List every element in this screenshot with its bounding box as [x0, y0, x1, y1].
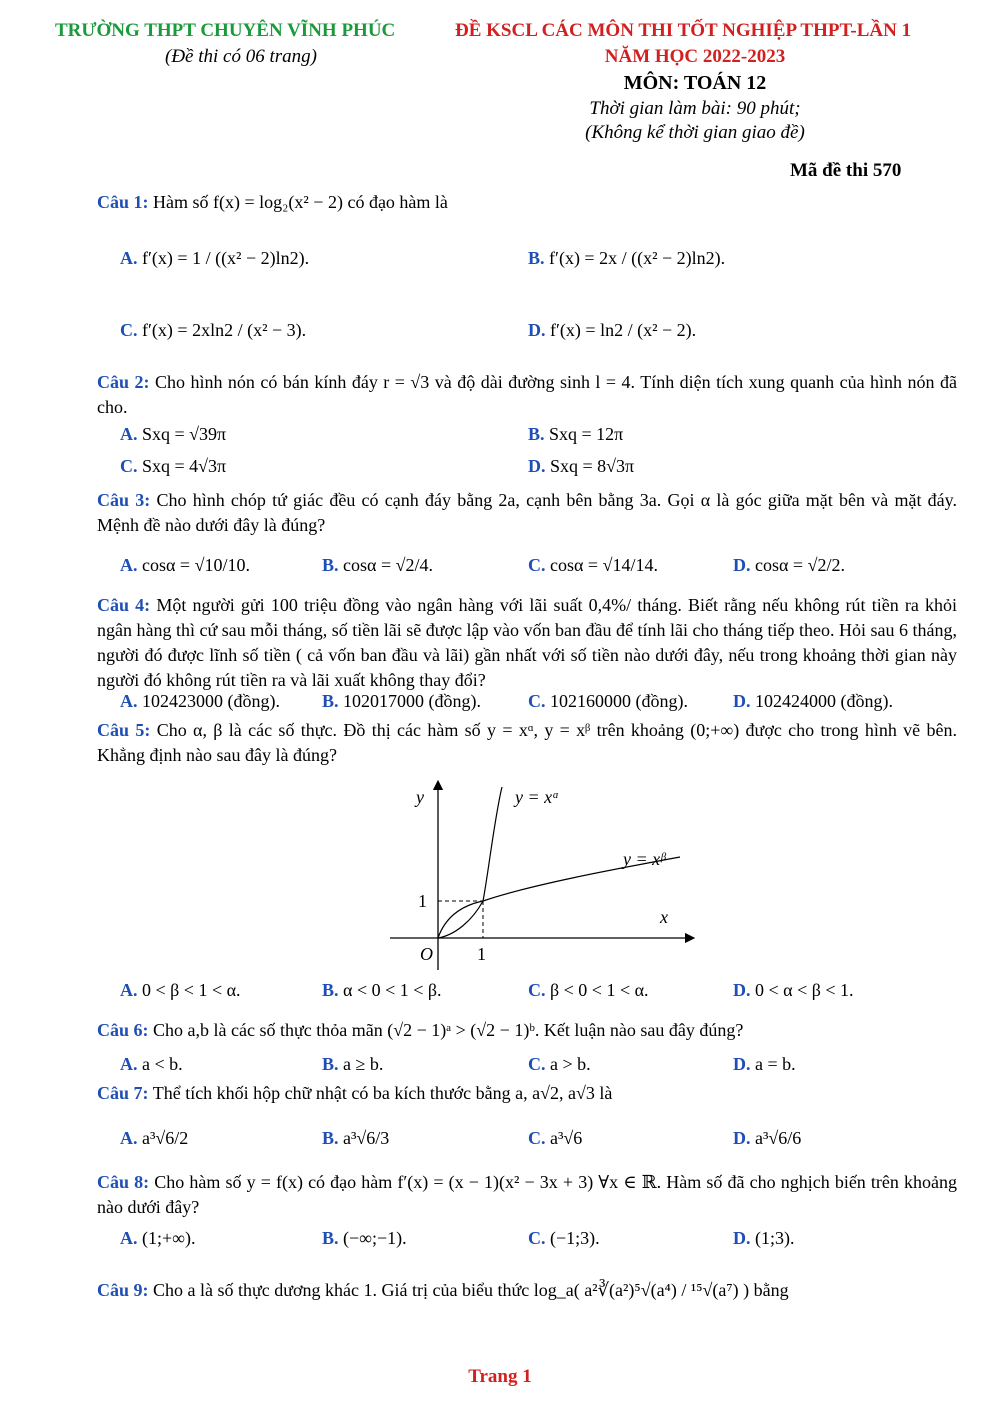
q1-option-c[interactable]: C. f′(x) = 2xln2 / (x² − 3).: [120, 320, 307, 340]
exam-title: ĐỀ KSCL CÁC MÔN THI TỐT NGHIỆP THPT-LẦN 1: [455, 20, 912, 41]
exam-code: Mã đề thi 570: [790, 160, 902, 181]
question-text: Cho hàm số y = f(x) có đạo hàm f′(x) = (x − 1)(x² − 3x + 3) ∀x ∈ ℝ. Hàm số đã cho nghịch biến trên khoảng nào dưới đây?: [97, 1172, 958, 1217]
question-label: Câu 2:: [97, 372, 150, 392]
q2-option-a[interactable]: A. Sxq = √39π: [120, 424, 227, 444]
q7-option-a[interactable]: A. a³√6/2: [120, 1128, 189, 1148]
question-text: Thể tích khối hộp chữ nhật có ba kích thước bằng a, a√2, a√3 là: [152, 1083, 613, 1103]
y-one-label: 1: [418, 891, 427, 911]
q5-option-b[interactable]: B. α < 0 < 1 < β.: [322, 980, 442, 1000]
power-function-graph: [380, 775, 710, 975]
subject: MÔN: TOÁN 12: [623, 72, 767, 94]
question-label: Câu 7:: [97, 1083, 149, 1103]
q4-option-c[interactable]: C. 102160000 (đồng).: [528, 691, 688, 711]
q3-option-b[interactable]: B. cosα = √2/4.: [322, 555, 433, 575]
question-label: Câu 9:: [97, 1280, 149, 1300]
q6-option-a[interactable]: A. a < b.: [120, 1054, 183, 1074]
time-note: (Không kể thời gian giao đề): [585, 122, 805, 143]
q5-option-c[interactable]: C. β < 0 < 1 < α.: [528, 980, 649, 1000]
question-7: [97, 1083, 612, 1104]
question-2: [97, 370, 957, 420]
q3-option-c[interactable]: C. cosα = √14/14.: [528, 555, 658, 575]
question-text: Cho hình nón có bán kính đáy r = √3 và độ dài đường sinh l = 4. Tính diện tích xung quanh của hình nón đã cho.: [97, 372, 957, 417]
question-text: Cho α, β là các số thực. Đồ thị các hàm số y = xᵅ, y = xᵝ trên khoảng (0;+∞) được cho trong hình vẽ bên. Khẳng định nào sau đây là đúng?: [97, 720, 957, 765]
q2-option-d[interactable]: D. Sxq = 8√3π: [528, 456, 635, 476]
q8-option-c[interactable]: C. (−1;3).: [528, 1228, 600, 1248]
question-1: [97, 192, 448, 213]
q4-option-d[interactable]: D. 102424000 (đồng).: [733, 691, 893, 711]
q2-option-b[interactable]: B. Sxq = 12π: [528, 424, 624, 444]
q1-option-d[interactable]: D. f′(x) = ln2 / (x² − 2).: [528, 320, 697, 340]
q6-option-d[interactable]: D. a = b.: [733, 1054, 796, 1074]
question-label: Câu 8:: [97, 1172, 150, 1192]
q6-option-c[interactable]: C. a > b.: [528, 1054, 591, 1074]
q3-option-d[interactable]: D. cosα = √2/2.: [733, 555, 845, 575]
question-3: [97, 488, 957, 538]
question-6: [97, 1020, 743, 1041]
question-4: [97, 593, 957, 693]
origin-label: O: [420, 944, 433, 964]
question-text: Cho a,b là các số thực thỏa mãn (√2 − 1)ᵃ > (√2 − 1)ᵇ. Kết luận nào sau đây đúng?: [153, 1020, 744, 1040]
y-axis-label: y: [416, 787, 424, 807]
question-9: [97, 1280, 789, 1301]
question-5: [97, 718, 957, 768]
x-one-label: 1: [477, 944, 486, 964]
q3-option-a[interactable]: A. cosα = √10/10.: [120, 555, 250, 575]
q4-option-b[interactable]: B. 102017000 (đồng).: [322, 691, 482, 711]
question-text: Hàm số f(x) = log₂(x² − 2) có đạo hàm là: [153, 192, 448, 212]
question-label: Câu 1:: [97, 192, 149, 212]
q8-option-d[interactable]: D. (1;3).: [733, 1228, 795, 1248]
q7-option-b[interactable]: B. a³√6/3: [322, 1128, 390, 1148]
question-label: Câu 3:: [97, 490, 151, 510]
pages-note: (Đề thi có 06 trang): [165, 46, 317, 67]
q7-option-c[interactable]: C. a³√6: [528, 1128, 583, 1148]
exam-time: Thời gian làm bài: 90 phút;: [589, 98, 801, 119]
question-text: Cho a là số thực dương khác 1. Giá trị của biểu thức log_a( a²∛(a²)⁵√(a⁴) / ¹⁵√(a⁷) ) bằng: [153, 1280, 789, 1300]
question-label: Câu 6:: [97, 1020, 149, 1040]
q1-option-b[interactable]: B. f′(x) = 2x / ((x² − 2)ln2).: [528, 248, 726, 268]
school-name: TRƯỜNG THPT CHUYÊN VĨNH PHÚC: [55, 20, 396, 41]
question-text: Cho hình chóp tứ giác đều có cạnh đáy bằng 2a, cạnh bên bằng 3a. Gọi α là góc giữa mặt bên và mặt đáy. Mệnh đề nào dưới đây là đúng?: [97, 490, 957, 535]
page-number: Trang 1: [468, 1366, 532, 1387]
q7-option-d[interactable]: D. a³√6/6: [733, 1128, 802, 1148]
q6-option-b[interactable]: B. a ≥ b.: [322, 1054, 384, 1074]
question-label: Câu 5:: [97, 720, 151, 740]
school-year: NĂM HỌC 2022-2023: [604, 46, 786, 67]
q8-option-b[interactable]: B. (−∞;−1).: [322, 1228, 407, 1248]
curve-alpha-label: y = xᵅ: [515, 787, 560, 807]
x-axis-label: x: [660, 907, 668, 927]
q5-option-d[interactable]: D. 0 < α < β < 1.: [733, 980, 854, 1000]
q2-option-c[interactable]: C. Sxq = 4√3π: [120, 456, 227, 476]
q1-option-a[interactable]: A. f′(x) = 1 / ((x² − 2)ln2).: [120, 248, 310, 268]
question-text: Một người gửi 100 triệu đồng vào ngân hàng với lãi suất 0,4%/ tháng. Biết rằng nếu không rút tiền ra khỏi ngân hàng thì cứ sau mỗi tháng, số tiền lãi sẽ được lập vào vốn ban đầu để tính lãi cho tháng tiếp theo. Hỏi sau 6 tháng, người đó được lĩnh số tiền ( cả vốn ban đầu và lãi) gần nhất với số tiền nào dưới đây, nếu trong khoảng thời gian này người đó không rút tiền ra và lãi xuất không thay đổi?: [97, 595, 957, 690]
curve-beta: [438, 857, 680, 938]
q4-option-a[interactable]: A. 102423000 (đồng).: [120, 691, 280, 711]
question-label: Câu 4:: [97, 595, 151, 615]
q5-option-a[interactable]: A. 0 < β < 1 < α.: [120, 980, 241, 1000]
curve-alpha: [438, 787, 502, 938]
curve-beta-label: y = xᵝ: [623, 849, 666, 869]
q8-option-a[interactable]: A. (1;+∞).: [120, 1228, 196, 1248]
question-8: [97, 1170, 957, 1220]
